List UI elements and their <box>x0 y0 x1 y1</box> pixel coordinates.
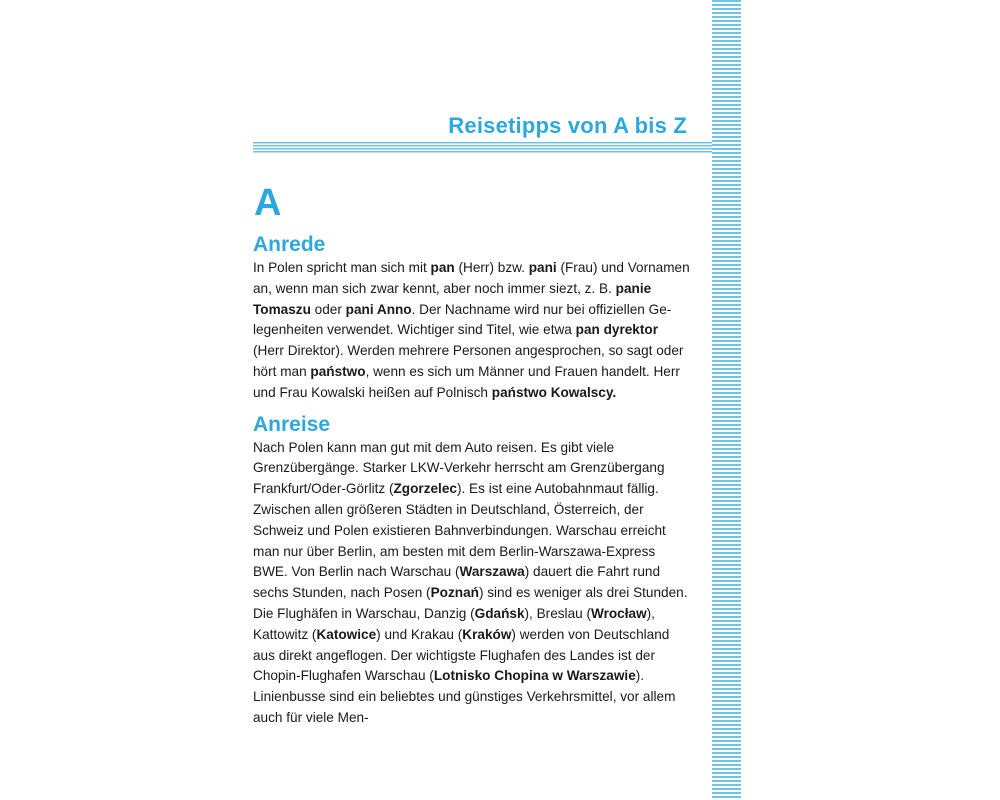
bold-term: pan <box>430 260 455 275</box>
bold-term: Poznań <box>430 585 479 601</box>
section-letter: A <box>254 182 282 224</box>
bold-term: Lotnisko Chopina w Warszawie <box>433 668 636 684</box>
section-paragraph <box>253 258 690 404</box>
bold-term: Gdańsk <box>474 605 525 621</box>
text-run: (Frau) und Vornamen an, wenn man sich zwar kennt, aber noch immer siezt, z. B. <box>253 260 690 296</box>
text-run: In Polen spricht man sich mit <box>253 260 431 275</box>
main-content <box>253 180 690 729</box>
bold-term: Katowice <box>316 626 377 642</box>
text-run: ). Es ist eine Autobahnmaut fällig. Zwischen allen größeren Städten in Deutschland, Österreich, der Schweiz und Polen existieren Bahnverbindungen. Warschau erreicht man nur über Berlin, am besten mit dem Berlin-Warszawa-Express BWE. Von Berlin nach Warschau ( <box>253 481 666 580</box>
text-run: ), Breslau ( <box>524 605 591 621</box>
section-paragraph <box>253 438 690 729</box>
decorative-stripe-band <box>712 0 1000 800</box>
bold-term: pan dyrektor <box>575 322 658 338</box>
text-run: (Herr Direktor). Werden mehrere Personen angesprochen, so sagt oder hört man <box>253 343 684 379</box>
bold-term: Zgorzelec <box>393 481 457 497</box>
page-header-title: Reisetipps von A bis Z <box>448 113 687 138</box>
text-run: ) werden von Deutschland aus direkt angeflogen. Der wichtigste Flughafen des Landes ist der Chopin-Flughafen Warschau ( <box>253 626 670 684</box>
header-striped-rule <box>253 142 712 153</box>
text-run: Nach Polen kann man gut mit dem Auto reisen. Es gibt viele Grenzübergänge. Starker LKW-Verkehr herrscht am Grenzübergang Frankfurt/Oder-Görlitz ( <box>253 439 665 497</box>
bold-term: Warszawa <box>459 564 525 580</box>
text-run: ) sind es weniger als drei Stunden. Die Flughäfen in Warschau, Danzig ( <box>253 585 688 621</box>
bold-term: Kraków <box>462 626 512 642</box>
bold-term: pani Anno <box>345 301 412 317</box>
text-run: ). Linienbusse sind ein beliebtes und günstiges Verkehrsmittel, vor allem auch für viele Men- <box>253 668 676 725</box>
text-run: . Der Nachname wird nur bei offiziellen Gelegenheiten verwendet. Wichtiger sind Titel, wie etwa <box>253 301 672 338</box>
bold-term: panie Tomaszu <box>253 280 652 317</box>
text-run: ) und Krakau ( <box>376 626 463 642</box>
text-run: , wenn es sich um Männer und Frauen handelt. Herr und Frau Kowalski heißen auf Polnisch <box>253 363 680 400</box>
text-run: ), Kattowitz ( <box>253 605 655 642</box>
bold-term: Wrocław <box>591 605 647 621</box>
text-run: (Herr) bzw. <box>454 260 529 275</box>
section-heading-anrede: Anrede <box>253 233 326 256</box>
text-run: ) dauert die Fahrt rund sechs Stunden, nach Posen ( <box>253 564 661 601</box>
section-heading-anreise: Anreise <box>253 412 331 436</box>
bold-term: państwo Kowalscy. <box>491 384 617 400</box>
text-run: oder <box>310 301 346 317</box>
bold-term: pani <box>528 260 557 275</box>
bold-term: państwo <box>310 363 366 379</box>
